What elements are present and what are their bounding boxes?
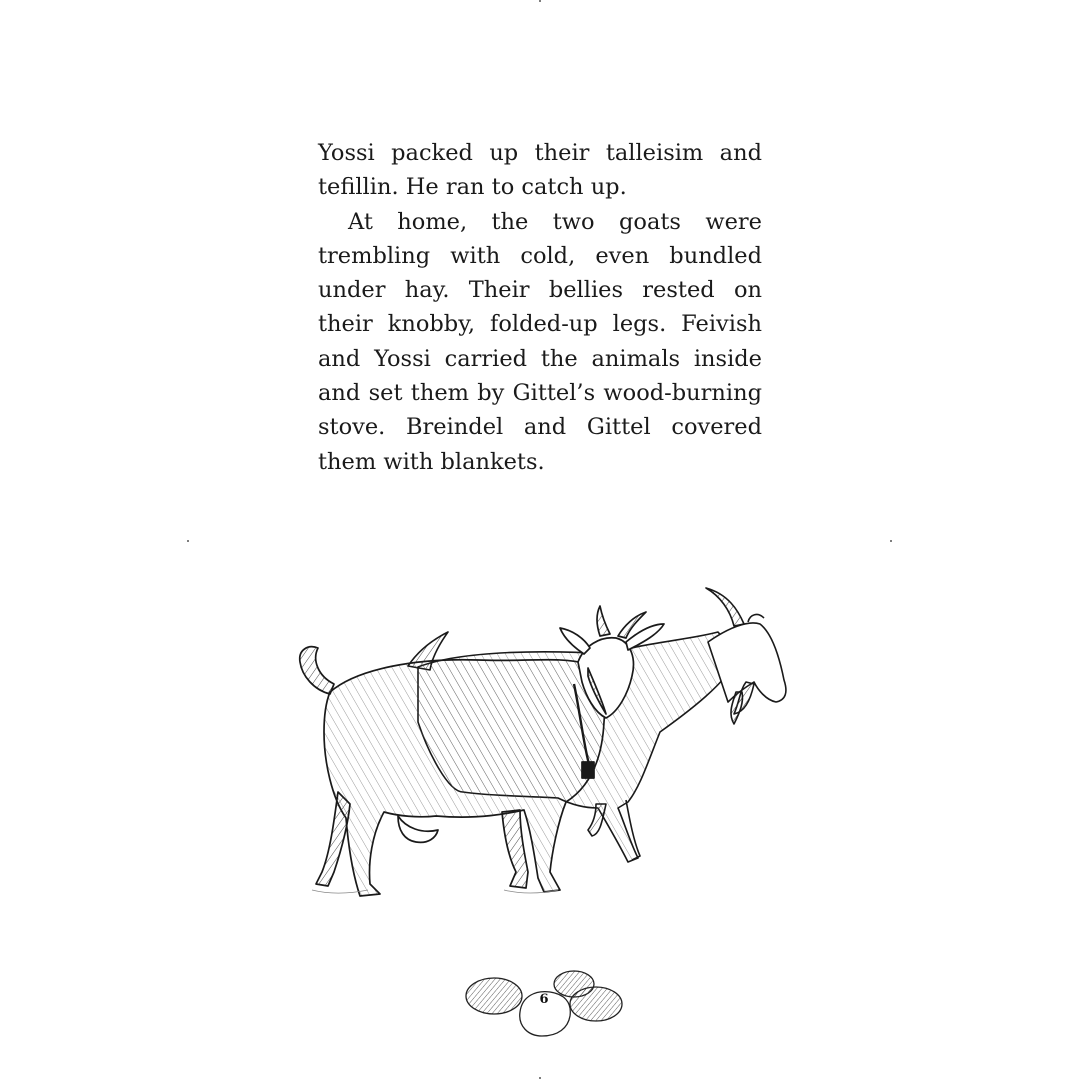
crop-mark-right [890, 540, 892, 542]
page-number-folio [462, 962, 630, 1044]
crop-mark-bottom [539, 1077, 541, 1079]
body-text [318, 136, 762, 479]
crop-mark-left [187, 540, 189, 542]
crop-mark-top [539, 0, 541, 2]
paragraph-2: At home, the two goats were trembling with cold, even bundled under hay. Their bellies rested on their knobby, folded-up legs. Feivish and Yossi carried the animals inside and set them by Gittel’s wood-burning stove. Breindel and Gittel covered them with blankets. [318, 208, 762, 475]
two-goats-illustration [288, 572, 798, 908]
page-number: 6 [539, 992, 549, 1007]
paragraph-1: Yossi packed up their talleisim and tefillin. He ran to catch up. [318, 140, 762, 201]
